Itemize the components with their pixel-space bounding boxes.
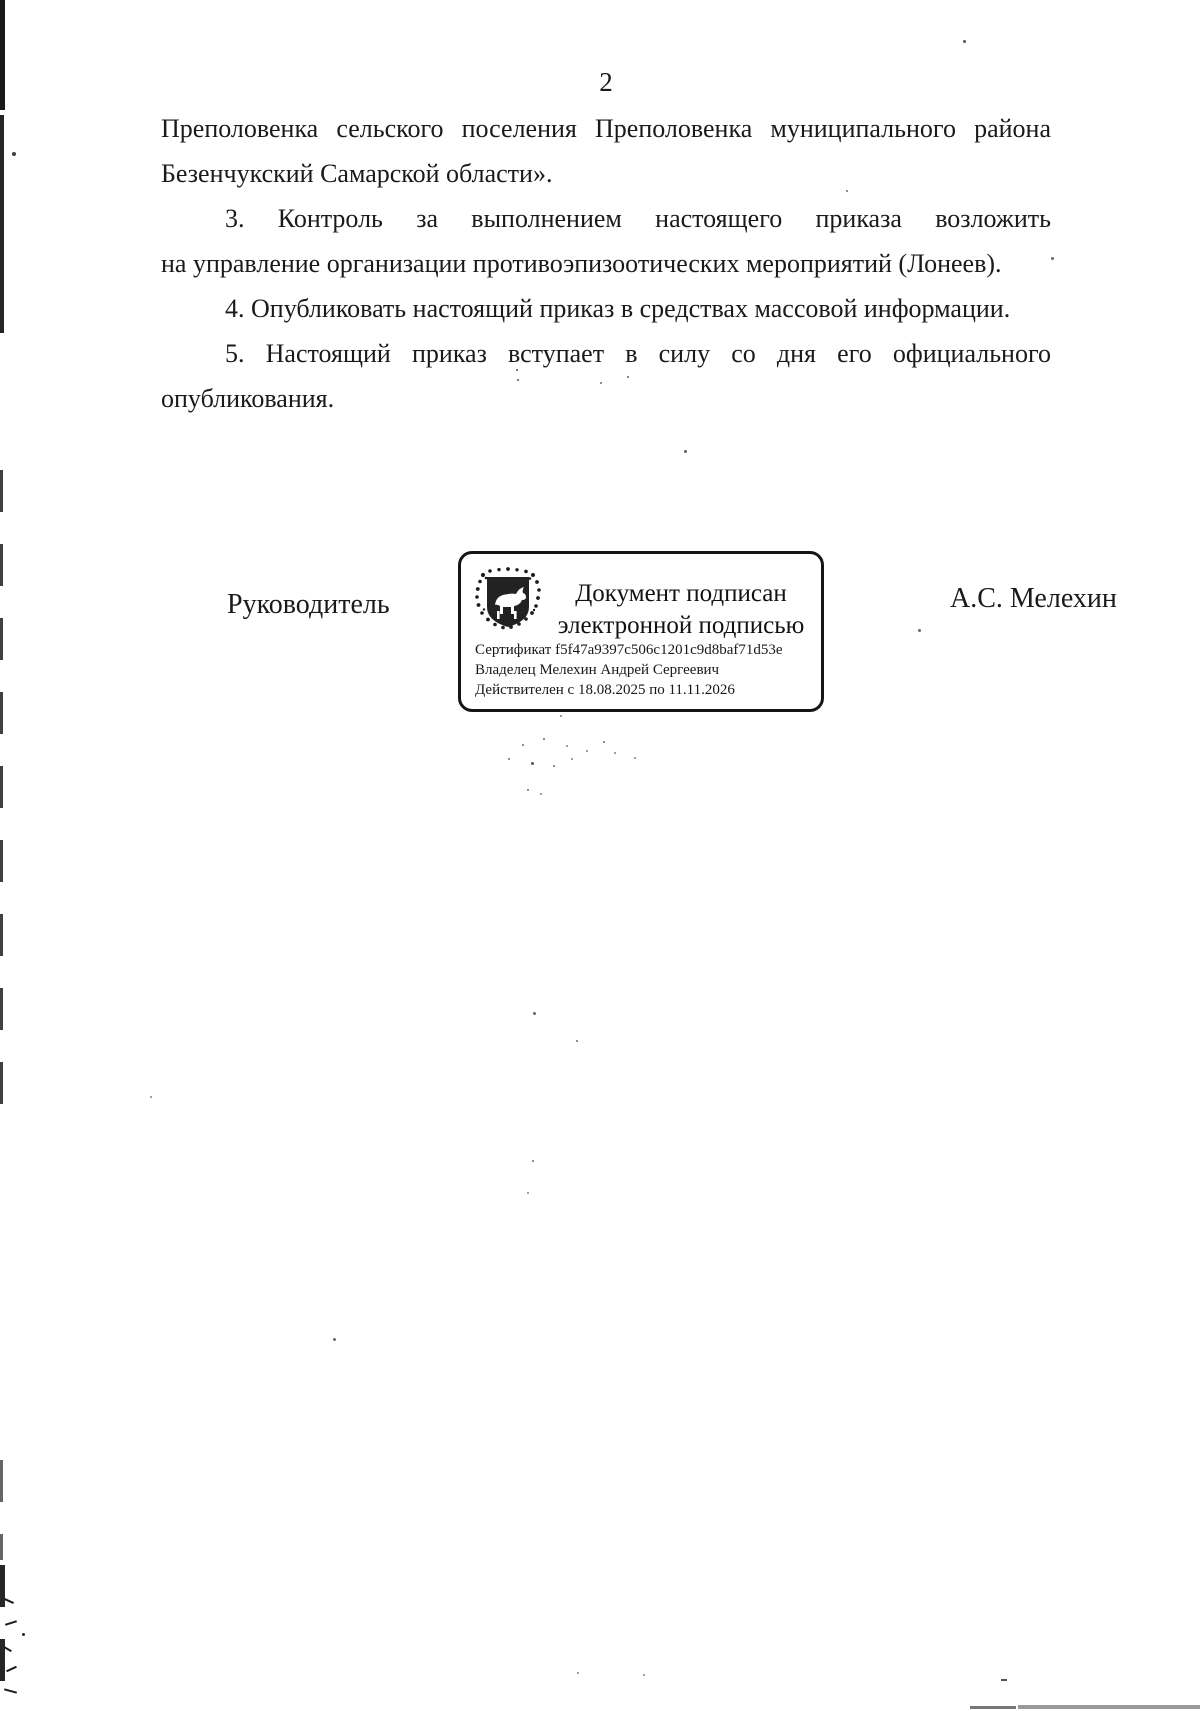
stamp-certificate-line: Сертификат f5f47a9397c506c1201c9d8baf71d53e <box>475 642 783 658</box>
signature-stamp <box>458 551 824 712</box>
scan-noise-dot <box>22 1633 25 1636</box>
stamp-title <box>547 578 815 642</box>
stamp-validity-line: Действителен с 18.08.2025 по 11.11.2026 <box>475 682 735 698</box>
samara-coat-of-arms-icon <box>473 567 543 631</box>
stamp-owner-line: Владелец Мелехин Андрей Сергеевич <box>475 662 720 678</box>
scan-artifact-left-edge <box>0 1460 3 1560</box>
body-line: 5. Настоящий приказ вступает в силу со дня его официального <box>225 339 1051 368</box>
document-body <box>161 106 1051 421</box>
scan-artifact-left-edge <box>0 115 4 333</box>
stamp-title-line2: электронной подписью <box>557 612 805 639</box>
scan-scratch <box>4 1688 17 1693</box>
body-line: на управление организации противоэпизоотических мероприятий (Лонеев). <box>161 249 1002 278</box>
body-line: опубликования. <box>161 384 335 413</box>
body-line: Преполовенка сельского поселения Преполовенка муниципального района <box>161 114 1051 143</box>
scan-artifact-bottom-line <box>970 1706 1016 1709</box>
body-line: 3. Контроль за выполнением настоящего приказа возложить <box>225 204 1051 233</box>
stamp-certificate-info <box>475 640 815 700</box>
page-number: 2 <box>599 67 613 97</box>
scan-scratch <box>6 1666 17 1672</box>
signer-name: А.С. Мелехин <box>950 583 1117 614</box>
scan-artifact-left-edge <box>0 470 3 1110</box>
signer-role-label: Руководитель <box>227 589 390 620</box>
stamp-title-line1: Документ подписан <box>575 580 787 607</box>
scan-artifact-bottom-line <box>1018 1705 1200 1709</box>
body-line: Безенчукский Самарской области». <box>161 159 553 188</box>
scan-scratch <box>4 1598 14 1604</box>
scan-scratch <box>5 1620 17 1626</box>
scan-artifact-bottom-line <box>1001 1679 1007 1681</box>
body-line: 4. Опубликовать настоящий приказ в средствах массовой информации. <box>225 294 1011 323</box>
scan-artifact-left-edge <box>0 0 5 110</box>
